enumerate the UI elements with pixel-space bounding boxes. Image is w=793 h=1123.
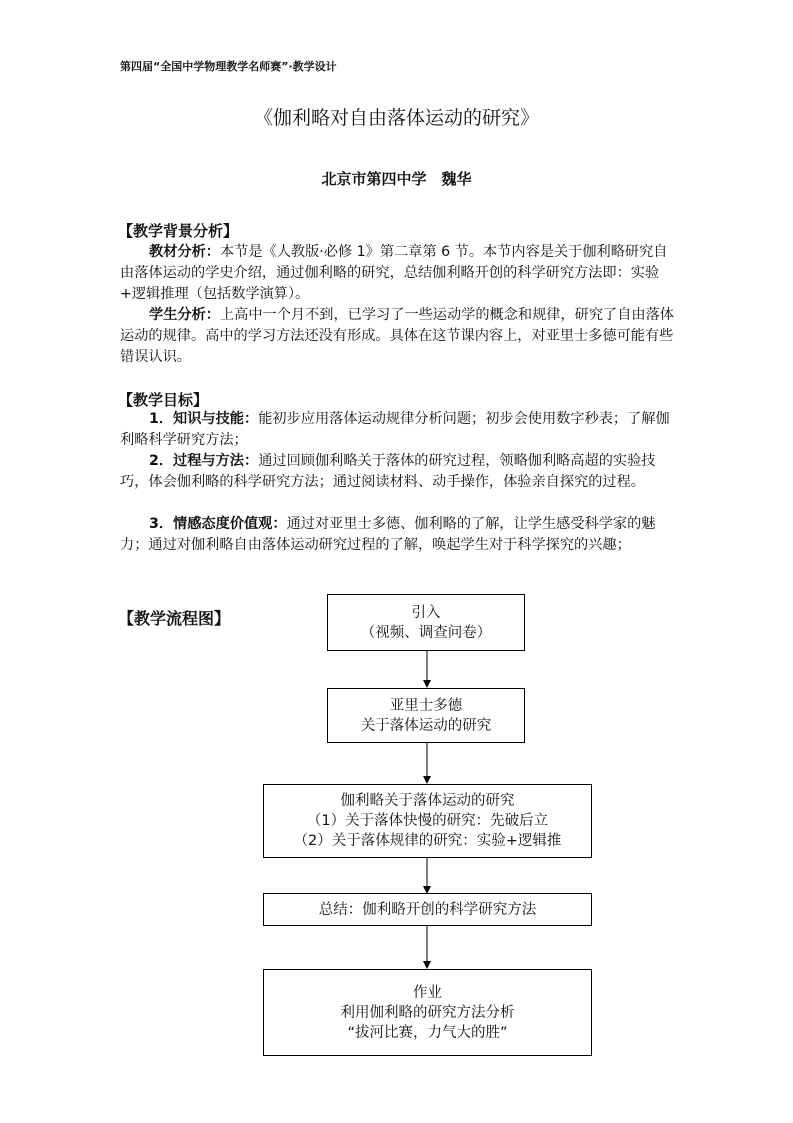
material-analysis-text: 本节是《人教版·必修 1》第二章第 6 节。本节内容是关于伽利略研究自由落体运动的学史介绍，通过伽利略的研究，总结伽利略开创的科学研究方法即：实验+逻辑推理（包括数学演算）。	[120, 244, 668, 302]
flow-box-line: 关于落体运动的研究	[360, 717, 492, 734]
goal-text: 能初步应用落体运动规律分析问题；初步会使用数字秒表；了解伽利略科学研究方法；	[120, 411, 670, 448]
flow-box-line: 亚里士多德	[389, 697, 463, 714]
flow-box-aristotle	[327, 688, 525, 743]
material-analysis-label: 教材分析：	[149, 244, 220, 260]
goal-label: 2．过程与方法：	[149, 453, 259, 469]
flow-box-line: 总结：伽利略开创的科学研究方法	[318, 901, 537, 918]
flow-box-intro	[327, 594, 525, 651]
flowchart-heading: 【教学流程图】	[118, 609, 231, 628]
page-header: 第四届“全国中学物理教学名师赛”·教学设计	[120, 60, 337, 73]
author-line: 北京市第四中学 魏华	[321, 170, 472, 188]
flow-box-line: （视频、调查问卷）	[360, 624, 492, 641]
student-analysis-text: 上高中一个月不到，已学习了一些运动学的概念和规律，研究了自由落体运动的规律。高中的学习方法还没有形成。具体在这节课内容上，对亚里士多德可能有些错误认识。	[120, 307, 674, 365]
goal-text: 通过对亚里士多德、伽利略的了解，让学生感受科学家的魅力；通过对伽利略自由落体运动研究过程的了解，唤起学生对于科学探究的兴趣；	[120, 516, 656, 553]
flow-box-line: 伽利略关于落体运动的研究	[340, 793, 515, 809]
flow-box-line: 作业	[413, 984, 442, 1001]
document-title: 《伽利略对自由落体运动的研究》	[253, 107, 539, 129]
flow-box-homework	[263, 969, 592, 1056]
flow-box-galileo	[263, 784, 592, 858]
background-heading: 【教学背景分析】	[118, 222, 239, 240]
goal-label: 1．知识与技能：	[149, 411, 259, 427]
goals-heading: 【教学目标】	[118, 391, 209, 409]
goal-text: 通过回顾伽利略关于落体的研究过程，领略伽利略高超的实验技巧，体会伽利略的科学研究方法；通过阅读材料、动手操作，体验亲自探究的过程。	[120, 453, 656, 490]
student-analysis-label: 学生分析：	[149, 307, 220, 323]
flow-box-summary	[263, 893, 592, 926]
flow-box-line: （1）关于落体快慢的研究：先破后立	[306, 813, 549, 829]
goal-label: 3．情感态度价值观：	[149, 516, 287, 532]
flow-box-line: 利用伽利略的研究方法分析	[340, 1004, 515, 1021]
flow-box-line: （2）关于落体规律的研究：实验+逻辑推	[293, 833, 562, 849]
flow-box-line: “拔河比赛，力气大的胜”	[347, 1024, 508, 1041]
flow-box-line: 引入	[411, 604, 441, 621]
